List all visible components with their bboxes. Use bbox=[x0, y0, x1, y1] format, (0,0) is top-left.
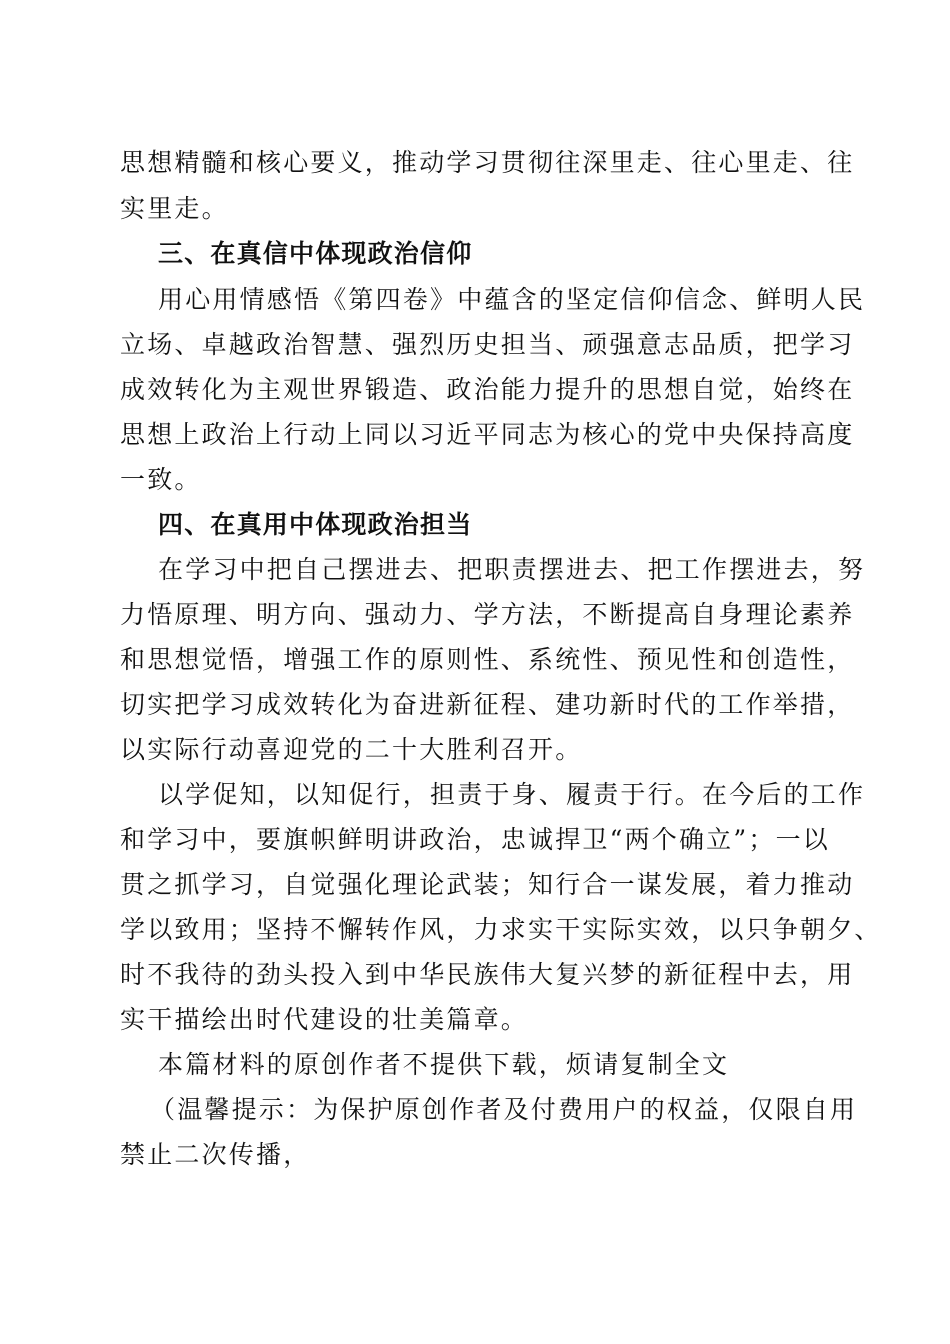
note-line: （温馨提示：为保护原创作者及付费用户的权益，仅限自用 bbox=[150, 1095, 858, 1124]
paragraph-line: 成效转化为主观世界锻造、政治能力提升的思想自觉，始终在 bbox=[120, 375, 855, 404]
section-heading-4: 四、在真用中体现政治担当 bbox=[158, 510, 473, 539]
paragraph-line: 切实把学习成效转化为奋进新征程、建功新时代的工作举措， bbox=[120, 690, 855, 719]
paragraph-line: 立场、卓越政治智慧、强烈历史担当、顽强意志品质，把学习 bbox=[120, 330, 855, 359]
section-heading-3: 三、在真信中体现政治信仰 bbox=[158, 239, 473, 268]
paragraph-line: 思想精髓和核心要义，推动学习贯彻往深里走、往心里走、往 bbox=[120, 148, 855, 177]
paragraph-line: 贯之抓学习，自觉强化理论武装；知行合一谋发展，着力推动 bbox=[120, 870, 855, 899]
paragraph-line: 以学促知，以知促行，担责于身、履责于行。在今后的工作 bbox=[158, 780, 866, 809]
paragraph-line: 和思想觉悟，增强工作的原则性、系统性、预见性和创造性， bbox=[120, 645, 855, 674]
paragraph-line: 在学习中把自己摆进去、把职责摆进去、把工作摆进去，努 bbox=[158, 555, 866, 584]
paragraph-line: 力悟原理、明方向、强动力、学方法，不断提高自身理论素养 bbox=[120, 600, 855, 629]
paragraph-line: 和学习中，要旗帜鲜明讲政治，忠诚捍卫“两个确立”；一以 bbox=[120, 825, 830, 854]
paragraph-line: 实里走。 bbox=[120, 194, 229, 223]
paragraph-line: 以实际行动喜迎党的二十大胜利召开。 bbox=[120, 735, 583, 764]
paragraph-line: 时不我待的劲头投入到中华民族伟大复兴梦的新征程中去，用 bbox=[120, 960, 855, 989]
note-line: 禁止二次传播， bbox=[120, 1140, 311, 1169]
paragraph-line: 思想上政治上行动上同以习近平同志为核心的党中央保持高度 bbox=[120, 420, 855, 449]
note-line: 本篇材料的原创作者不提供下载，烦请复制全文 bbox=[158, 1050, 730, 1079]
paragraph-line: 用心用情感悟《第四卷》中蕴含的坚定信仰信念、鲜明人民 bbox=[158, 285, 866, 314]
paragraph-line: 实干描绘出时代建设的壮美篇章。 bbox=[120, 1005, 529, 1034]
paragraph-line: 学以致用；坚持不懈转作风，力求实干实际实效，以只争朝夕、 bbox=[120, 915, 882, 944]
paragraph-line: 一致。 bbox=[120, 465, 202, 494]
